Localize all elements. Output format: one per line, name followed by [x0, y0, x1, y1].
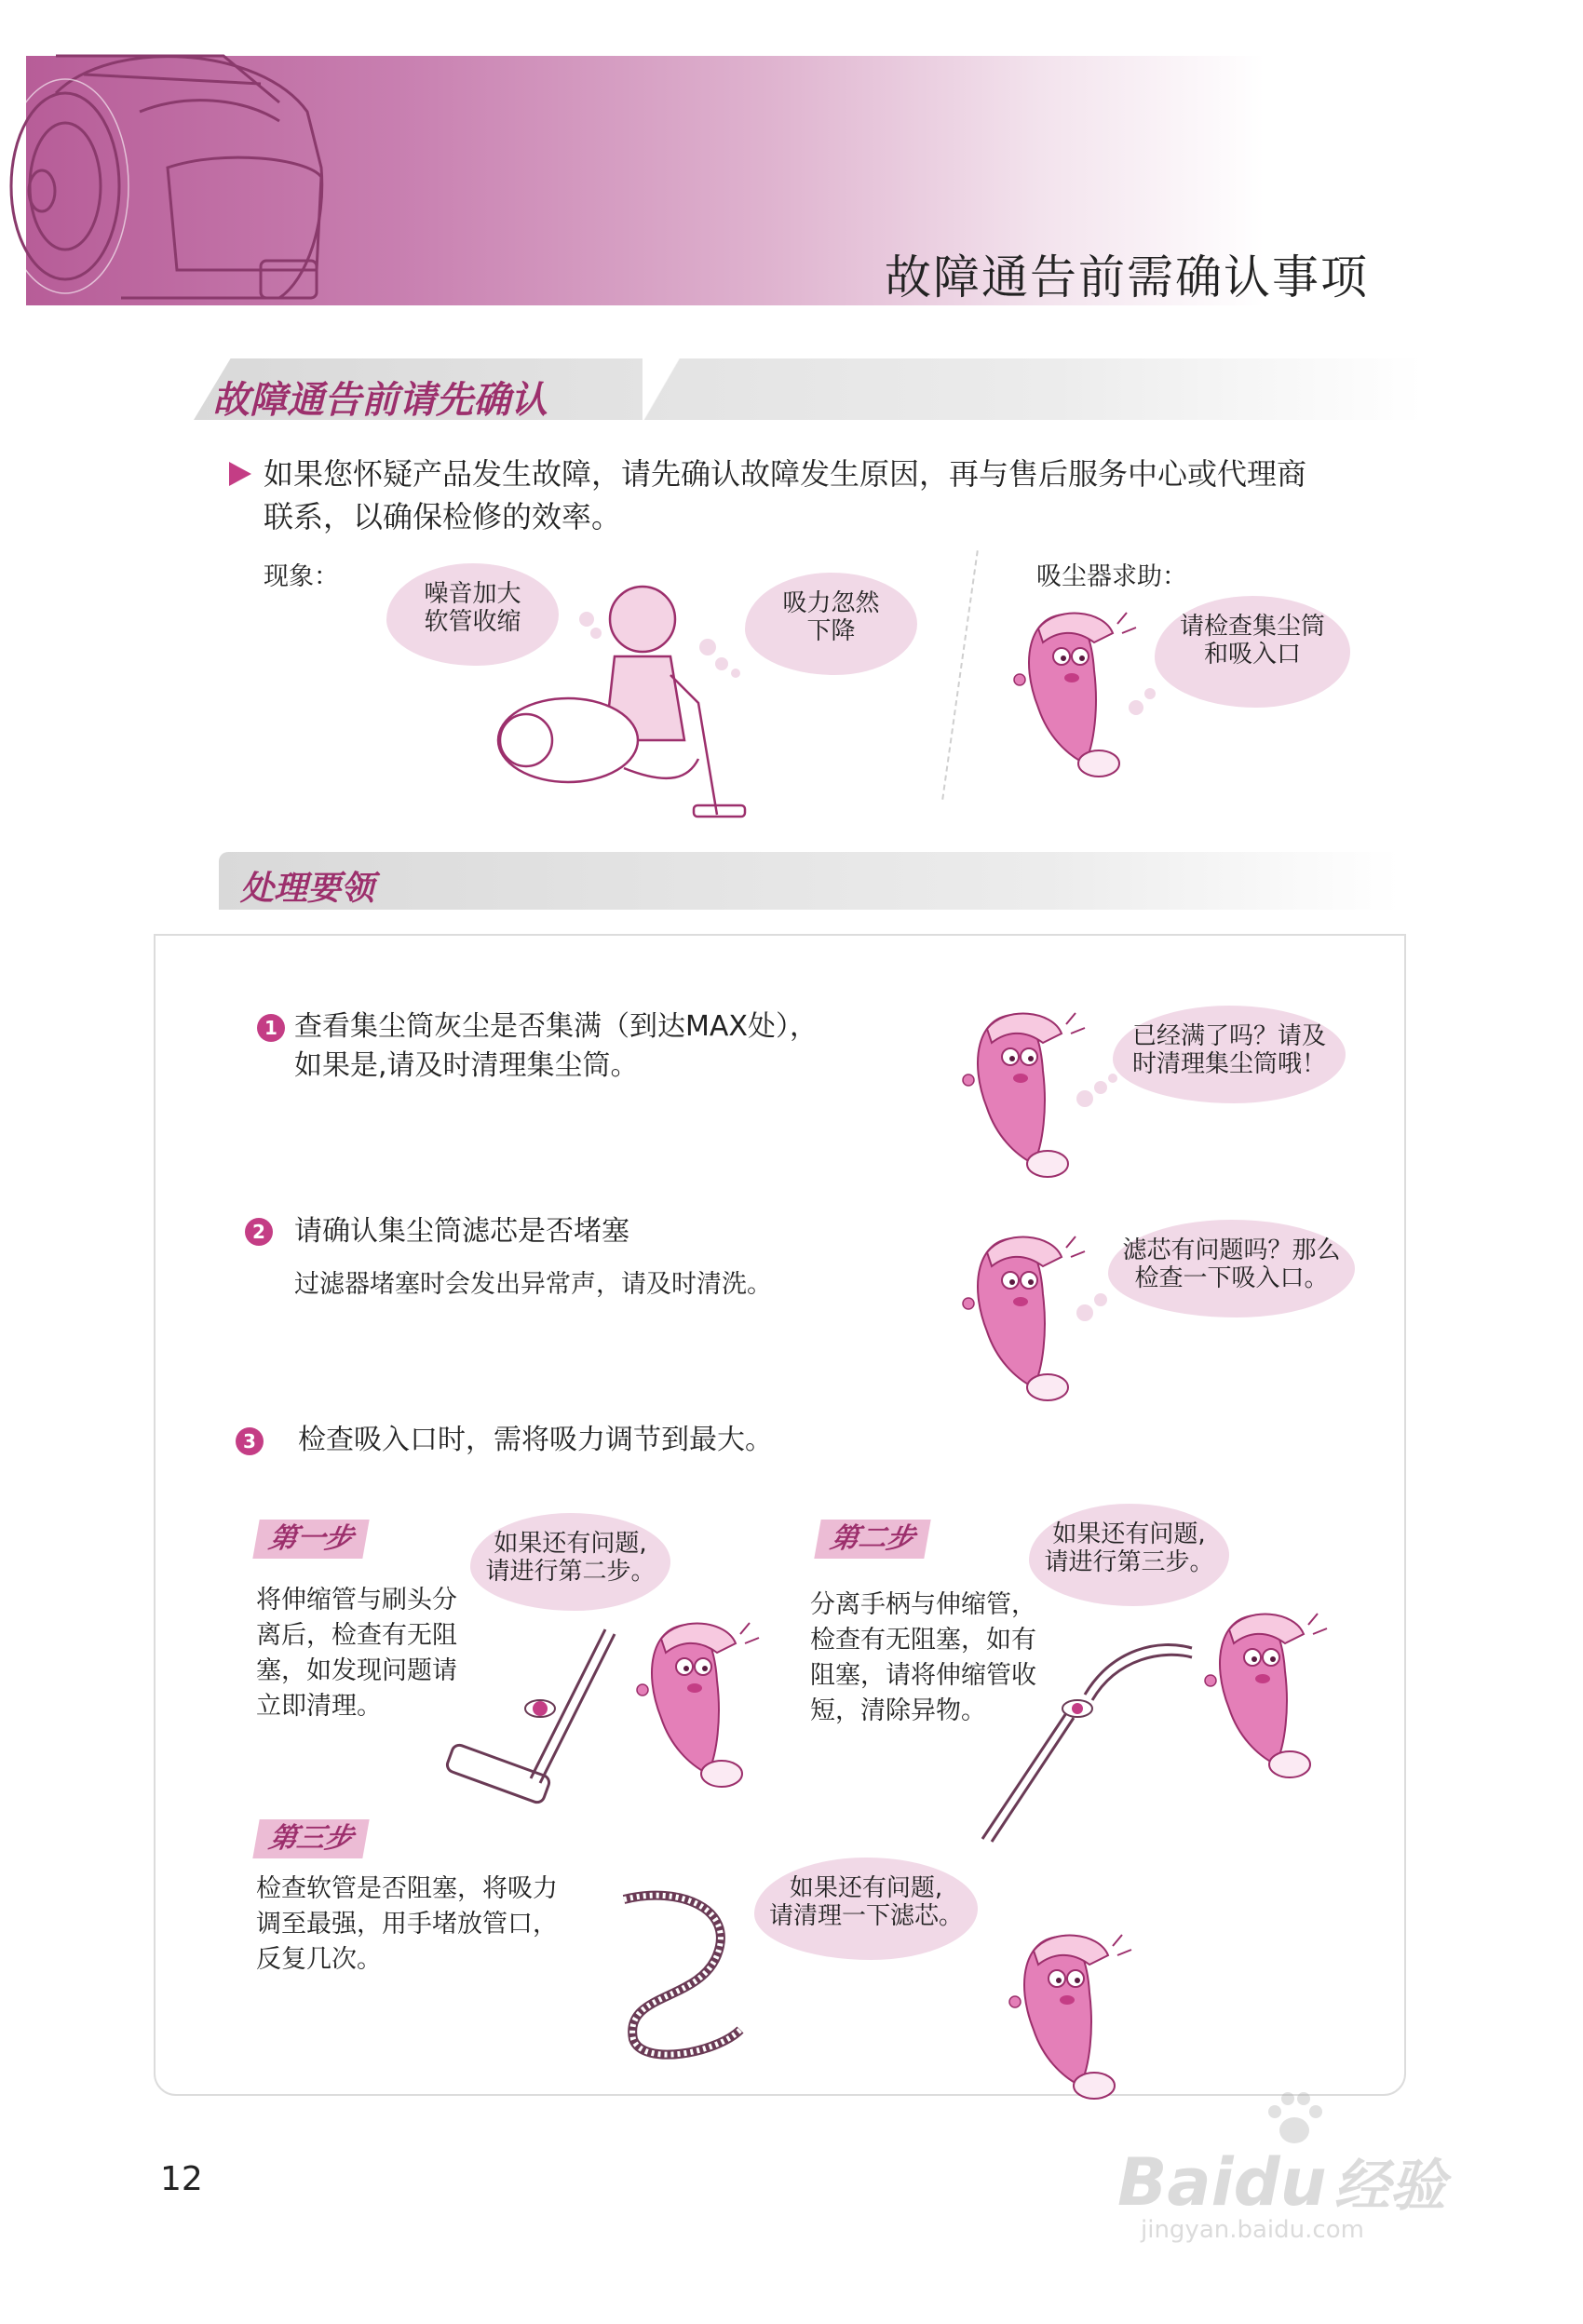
step2-text: 分离手柄与伸缩管， 检查有无阻塞，如有 阻塞，请将伸缩管收 短，清除异物。	[810, 1590, 1036, 1725]
step3-text: 检查软管是否阻塞，将吸力 调至最强，用手堵放管口， 反复几次。	[256, 1874, 558, 1974]
divider-dashed	[941, 550, 979, 800]
item2-number-badge: 2	[245, 1218, 273, 1246]
baidu-watermark	[1117, 2086, 1490, 2244]
watermark-logo-text: Baidu 经验	[1117, 2144, 1446, 2221]
step3-tag: 第三步	[252, 1819, 369, 1858]
page-title: 故障通告前需确认事项	[885, 250, 1369, 304]
help-bubble: 请检查集尘筒 和吸入口	[1155, 596, 1350, 708]
mascot-step2-illustration	[1201, 1606, 1360, 1792]
step1-bubble: 如果还有问题, 请进行第二步。	[470, 1513, 670, 1611]
mascot-help-illustration	[1010, 605, 1159, 791]
handle-and-tube-illustration	[973, 1620, 1197, 1844]
section1-title: 故障通告前请先确认	[212, 379, 548, 422]
symptom-bubble-right: 吸力忽然 下降	[745, 573, 917, 675]
step2-tag: 第二步	[814, 1520, 930, 1559]
vacuum-cleaner-illustration	[0, 37, 354, 317]
section2-title: 处理要领	[240, 870, 375, 908]
mascot-step1-illustration	[633, 1615, 792, 1802]
item2-bubble: 滤芯有问题吗？那么 检查一下吸入口。	[1108, 1220, 1355, 1317]
section1-bar-cut	[643, 358, 680, 420]
item3-title: 检查吸入口时，需将吸力调节到最大。	[298, 1424, 773, 1456]
tube-and-brush-illustration	[428, 1620, 643, 1806]
woman-vacuuming-illustration	[484, 563, 764, 833]
watermark-url: jingyan.baidu.com	[1141, 2216, 1364, 2244]
mascot-item1-illustration	[959, 1006, 1117, 1192]
step1-text: 将伸缩管与刷头分 离后，检查有无阻 塞，如发现问题请 立即清理。	[256, 1586, 457, 1721]
step1-tag: 第一步	[252, 1520, 369, 1559]
hose-illustration	[605, 1890, 764, 2067]
symptom-bubble-left: 噪音加大 软管收缩	[386, 563, 559, 666]
item1-bubble: 已经满了吗？请及 时清理集尘筒哦！	[1113, 1006, 1346, 1103]
item2-title: 请确认集尘筒滤芯是否堵塞	[294, 1215, 629, 1248]
step3-bubble: 如果还有问题, 请清理一下滤芯。	[754, 1858, 978, 1960]
page-number: 12	[160, 2160, 203, 2198]
mascot-item2-illustration	[959, 1229, 1117, 1415]
item1-number-badge: 1	[257, 1014, 285, 1042]
item1-line-1: 查看集尘筒灰尘是否集满（到达MAX处），	[294, 1010, 818, 1043]
item1-line-2: 如果是,请及时清理集尘筒。	[294, 1049, 639, 1082]
symptom-label: 现象：	[264, 562, 339, 591]
section2-title-bar	[219, 852, 1400, 910]
step2-bubble: 如果还有问题, 请进行第三步。	[1029, 1504, 1229, 1606]
item2-detail: 过滤器堵塞时会发出异常声，请及时清洗。	[294, 1270, 772, 1299]
intro-line-1: 如果您怀疑产品发生故障，请先确认故障发生原因，再与售后服务中心或代理商	[264, 456, 1307, 492]
help-label: 吸尘器求助：	[1036, 562, 1187, 591]
intro-line-2: 联系，以确保检修的效率。	[264, 499, 622, 534]
item3-number-badge: 3	[236, 1427, 264, 1455]
triangle-bullet-icon	[227, 460, 253, 488]
